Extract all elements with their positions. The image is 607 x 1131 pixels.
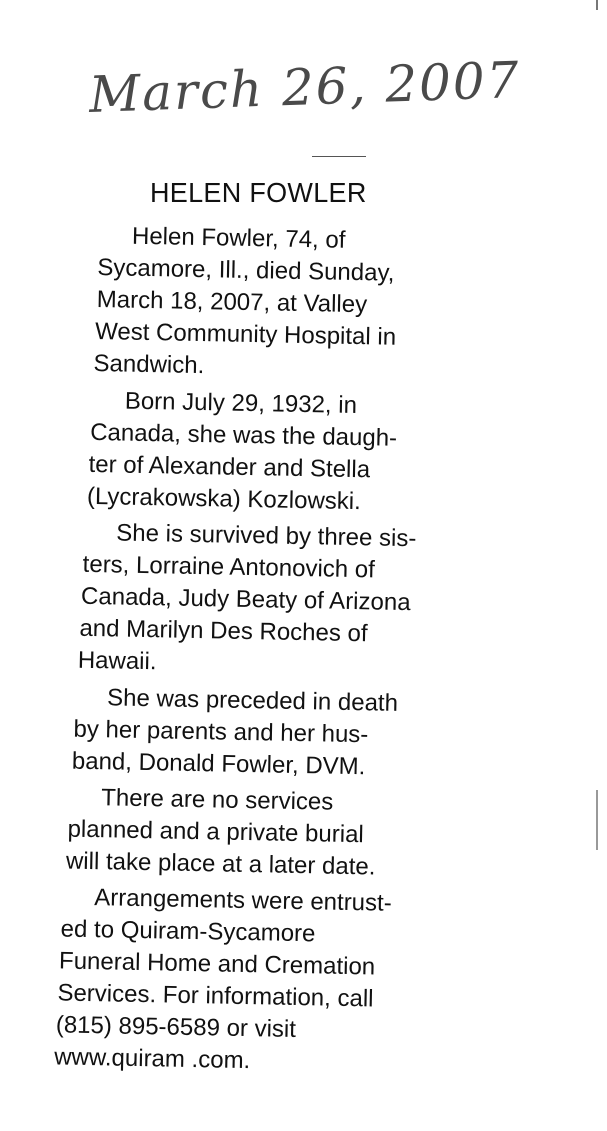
body-line: Helen Fowler, 74, of (131, 222, 346, 254)
body-line: She is survived by three sis- (116, 519, 417, 553)
body-line: planned and a private burial (67, 815, 365, 849)
body-line: by her parents and her hus- (73, 715, 369, 749)
body-line: ter of Alexander and Stella (88, 450, 371, 484)
obituary-headline: HELEN FOWLER (150, 177, 367, 209)
body-line: ters, Lorraine Antonovich of (82, 550, 376, 584)
body-line: She was preceded in death (106, 684, 399, 717)
body-line: Funeral Home and Cremation (58, 947, 376, 981)
body-line: Canada, Judy Beaty of Arizona (80, 582, 411, 617)
body-line: ed to Quiram-Sycamore (60, 915, 316, 948)
body-line: West Community Hospital in (94, 318, 397, 351)
body-line: Born July 29, 1932, in (124, 387, 358, 420)
handwritten-date: March 26, 2007 (88, 50, 522, 124)
edge-mark (596, 790, 598, 850)
body-line: will take place at a later date. (65, 847, 376, 881)
body-line: Services. For information, call (57, 979, 374, 1013)
body-line: March 18, 2007, at Valley (96, 286, 368, 319)
body-line: (Lycrakowska) Kozlowski. (86, 482, 362, 516)
body-line: band, Donald Fowler, DVM. (71, 747, 366, 781)
body-line: www.quiram .com. (53, 1043, 251, 1075)
body-line: Canada, she was the daugh- (89, 418, 398, 452)
body-line: Arrangements were entrust- (94, 884, 392, 917)
body-line: There are no services (100, 784, 334, 816)
body-line: Sandwich. (93, 349, 205, 380)
divider-rule (312, 156, 366, 157)
body-line: Sycamore, Ill., died Sunday, (97, 254, 395, 287)
body-line: and Marilyn Des Roches of (79, 614, 368, 648)
edge-mark (596, 0, 598, 10)
body-line: Hawaii. (77, 646, 157, 676)
body-line: (815) 895-6589 or visit (55, 1011, 297, 1043)
